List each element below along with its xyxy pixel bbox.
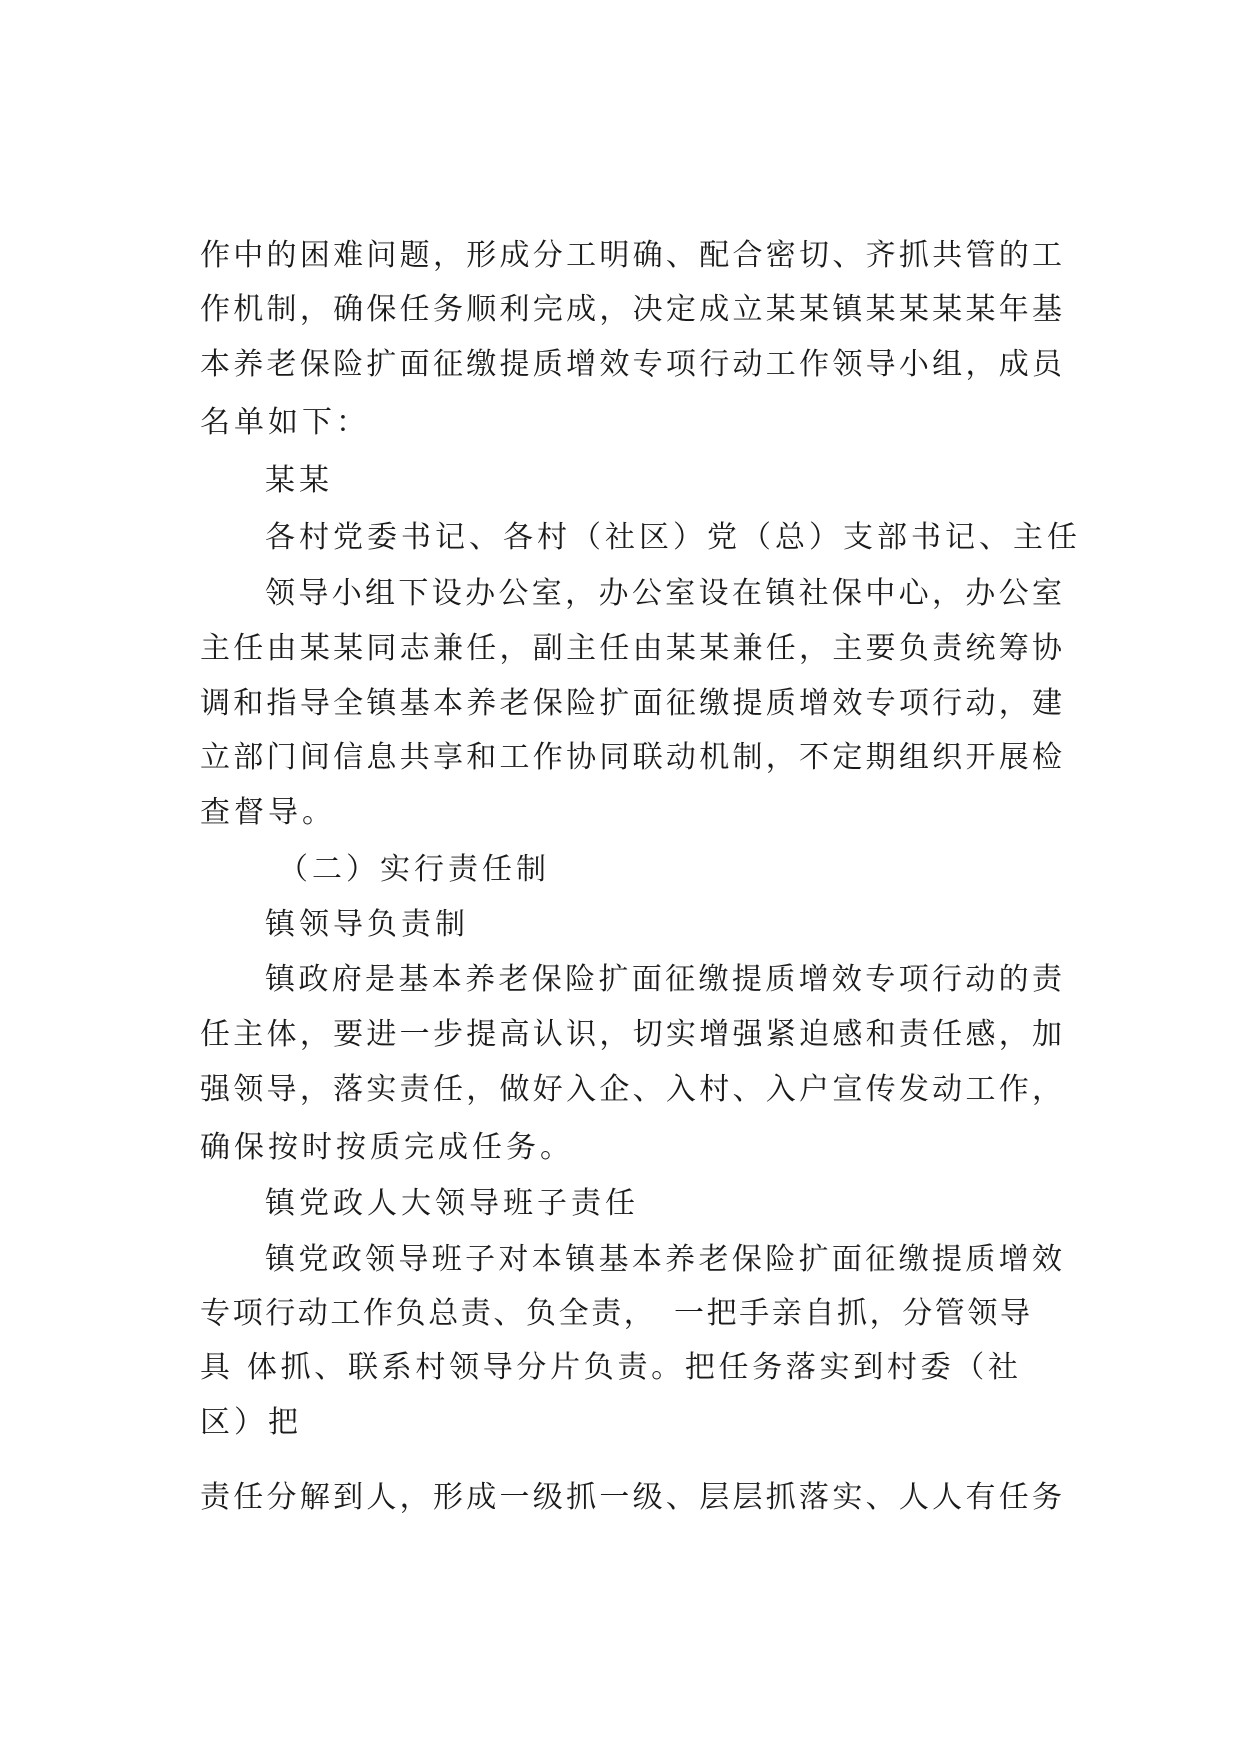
body-text-line: 责任分解到人，形成一级抓一级、层层抓落实、人人有任务: [200, 1480, 1062, 1515]
section-heading: （二）实行责任制: [278, 852, 550, 887]
body-text-line: 确保按时按质完成任务。: [200, 1130, 574, 1165]
body-text-line: 某某: [265, 463, 333, 498]
body-text-line: 作机制，确保任务顺利完成，决定成立某某镇某某某某年基: [200, 292, 1062, 327]
body-text-line: 专项行动工作负总责、负全责， 一把手亲自抓，分管领导: [200, 1296, 1030, 1331]
subsection-heading: 镇党政人大领导班子责任: [265, 1186, 639, 1221]
body-text-line: 各村党委书记、各村（社区）党（总）支部书记、主任: [265, 520, 1081, 555]
body-text-line: 本养老保险扩面征缴提质增效专项行动工作领导小组，成员: [200, 347, 1062, 382]
body-text-line: 名单如下：: [200, 405, 370, 440]
body-text-line: 强领导，落实责任，做好入企、入村、入户宣传发动工作，: [200, 1072, 1062, 1107]
body-text-line: 立部门间信息共享和工作协同联动机制，不定期组织开展检: [200, 740, 1062, 775]
body-text-line: 作中的困难问题，形成分工明确、配合密切、齐抓共管的工: [200, 238, 1062, 273]
body-text-line: 任主体，要进一步提高认识，切实增强紧迫感和责任感，加: [200, 1017, 1062, 1052]
body-text-line: 镇政府是基本养老保险扩面征缴提质增效专项行动的责: [265, 962, 1062, 997]
subsection-heading: 镇领导负责制: [265, 907, 469, 942]
body-text-line: 镇党政领导班子对本镇基本养老保险扩面征缴提质增效: [265, 1242, 1062, 1277]
body-text-line: 领导小组下设办公室，办公室设在镇社保中心，办公室: [265, 576, 1062, 611]
body-text-line: 区）把: [200, 1405, 302, 1440]
body-text-line: 调和指导全镇基本养老保险扩面征缴提质增效专项行动，建: [200, 686, 1062, 721]
body-text-line: 主任由某某同志兼任，副主任由某某兼任，主要负责统筹协: [200, 631, 1062, 666]
body-text-line: 查督导。: [200, 795, 336, 830]
body-text-line: 具 体抓、联系村领导分片负责。把任务落实到村委（社: [200, 1350, 1018, 1385]
